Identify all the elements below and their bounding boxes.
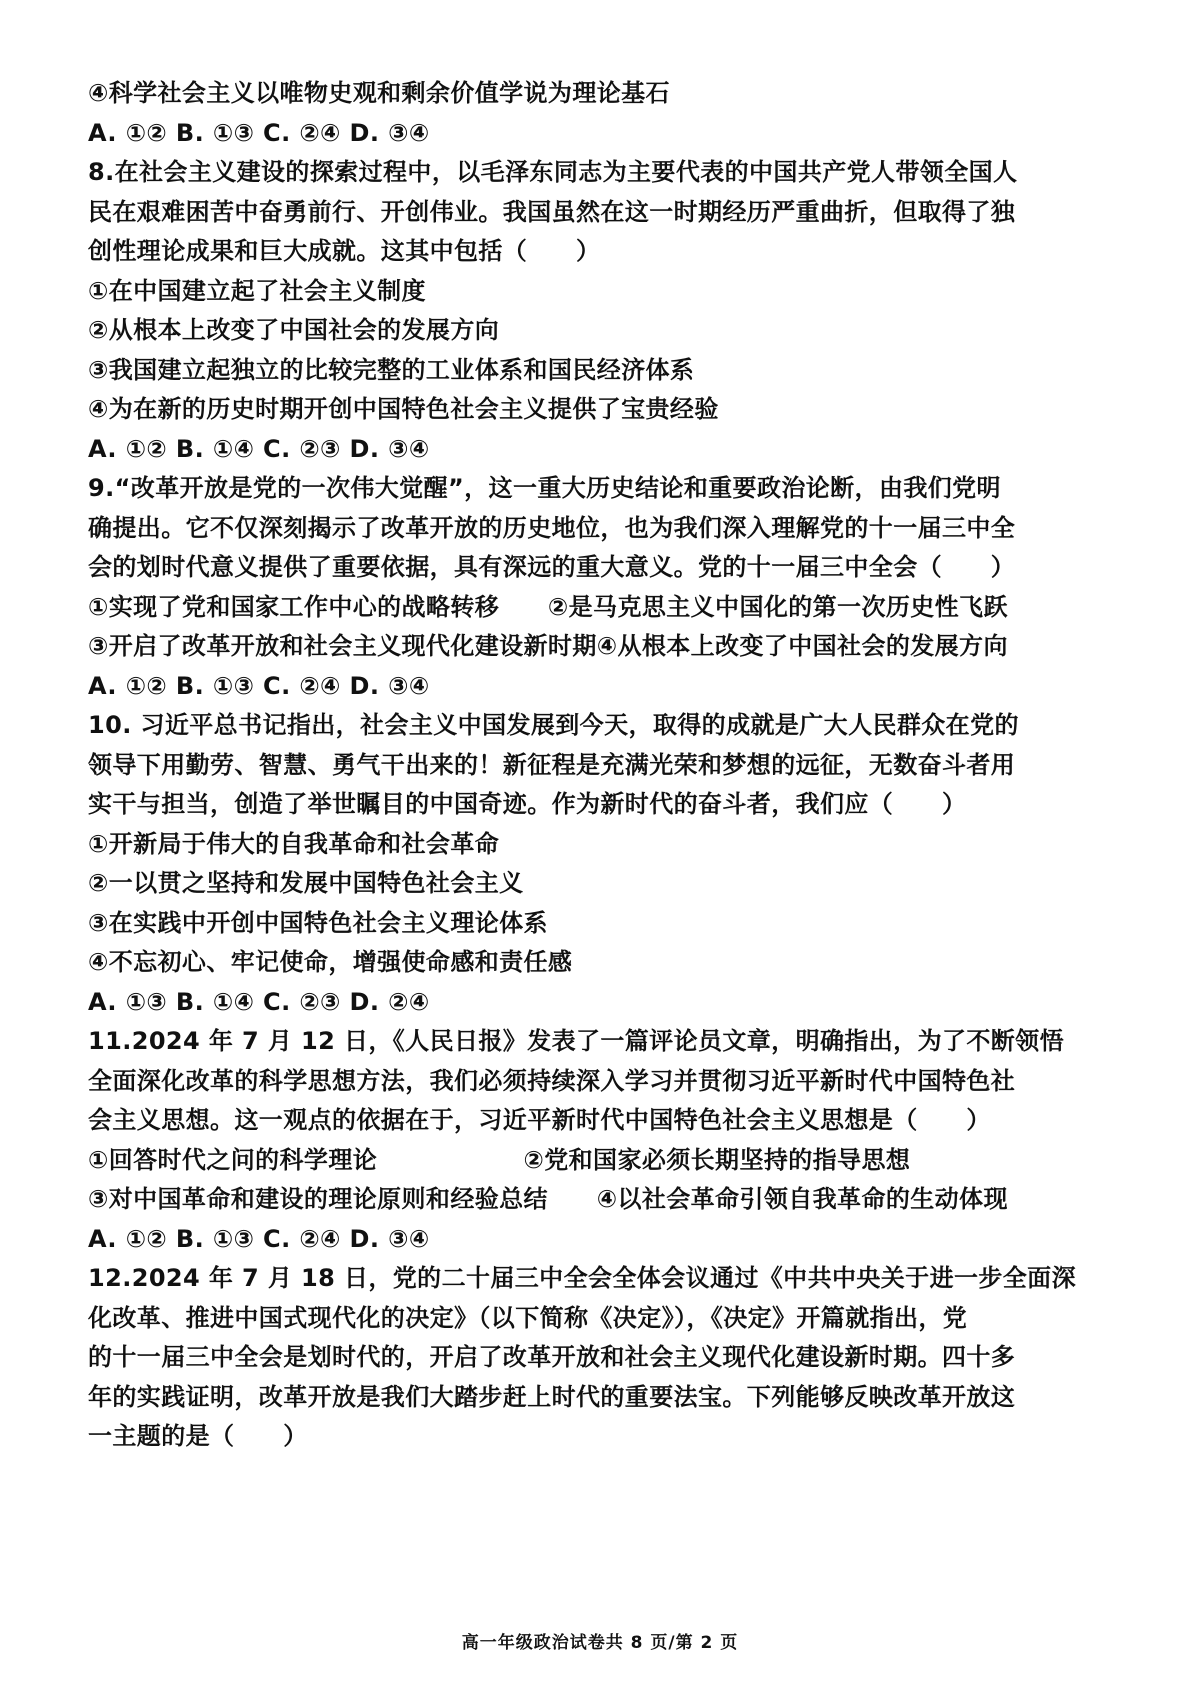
- text-line: ①开新局于伟大的自我革命和社会革命: [88, 829, 500, 858]
- text-line: 9.“改革开放是党的一次伟大觉醒”，这一重大历史结论和重要政治论断，由我们党明: [88, 474, 1001, 502]
- question-text-block: [88, 74, 1128, 1457]
- text-line: ②从根本上改变了中国社会的发展方向: [88, 316, 500, 344]
- text-line: A. ①② B. ①③ C. ②④ D. ③④: [88, 1224, 430, 1253]
- text-line: 年的实践证明，改革开放是我们大踏步赶上时代的重要法宝。下列能够反映改革开放这: [88, 1382, 1016, 1411]
- page-footer: 高一年级政治试卷共 8 页/第 2 页: [461, 1633, 739, 1653]
- text-line: 领导下用勤劳、智慧、勇气干出来的！新征程是充满光荣和梦想的远征，无数奋斗者用: [88, 750, 1016, 779]
- text-line: ②一以贯之坚持和发展中国特色社会主义: [88, 869, 524, 897]
- text-line: ①实现了党和国家工作中心的战略转移 ②是马克思主义中国化的第一次历史性飞跃: [88, 592, 1008, 621]
- text-line: 10. 习近平总书记指出，社会主义中国发展到今天，取得的成就是广大人民群众在党的: [88, 711, 1019, 739]
- text-line: 化改革、推进中国式现代化的决定》（以下简称《决定》），《决定》开篇就指出，党: [88, 1303, 968, 1332]
- text-line: 民在艰难困苦中奋勇前行、开创伟业。我国虽然在这一时期经历严重曲折，但取得了独: [88, 197, 1016, 226]
- text-line: 一主题的是（ ）: [88, 1422, 308, 1450]
- text-line: A. ①③ B. ①④ C. ②③ D. ②④: [88, 987, 430, 1016]
- text-line: ③对中国革命和建设的理论原则和经验总结 ④以社会革命引领自我革命的生动体现: [88, 1185, 1008, 1213]
- text-line: 8.在社会主义建设的探索过程中，以毛泽东同志为主要代表的中国共产党人带领全国人: [88, 158, 1018, 186]
- text-line: ④不忘初心、牢记使命，增强使命感和责任感: [88, 948, 573, 976]
- text-line: ④科学社会主义以唯物史观和剩余价值学说为理论基石: [88, 79, 670, 107]
- text-line: ④为在新的历史时期开创中国特色社会主义提供了宝贵经验: [88, 395, 719, 423]
- text-line: 确提出。它不仅深刻揭示了改革开放的历史地位，也为我们深入理解党的十一届三中全: [88, 513, 1016, 542]
- text-line: A. ①② B. ①③ C. ②④ D. ③④: [88, 671, 430, 700]
- text-line: ③我国建立起独立的比较完整的工业体系和国民经济体系: [88, 355, 695, 384]
- text-line: ①回答时代之问的科学理论 ②党和国家必须长期坚持的指导思想: [88, 1145, 911, 1174]
- text-line: ③在实践中开创中国特色社会主义理论体系: [88, 908, 548, 937]
- text-line: 的十一届三中全会是划时代的，开启了改革开放和社会主义现代化建设新时期。四十多: [88, 1343, 1016, 1371]
- text-line: 实干与担当，创造了举世瞩目的中国奇迹。作为新时代的奋斗者，我们应（ ）: [88, 790, 967, 818]
- text-line: A. ①② B. ①③ C. ②④ D. ③④: [88, 118, 430, 147]
- text-line: ①在中国建立起了社会主义制度: [88, 276, 426, 305]
- text-line: 创性理论成果和巨大成就。这其中包括（ ）: [88, 237, 601, 265]
- text-line: ③开启了改革开放和社会主义现代化建设新时期④从根本上改变了中国社会的发展方向: [88, 632, 1008, 660]
- text-line: 11.2024 年 7 月 12 日，《人民日报》发表了一篇评论员文章，明确指出，为了不断领悟: [88, 1027, 1064, 1055]
- text-line: 全面深化改革的科学思想方法，我们必须持续深入学习并贯彻习近平新时代中国特色社: [88, 1066, 1016, 1095]
- text-line: 12.2024 年 7 月 18 日，党的二十届三中全会全体会议通过《中共中央关于进一步全面深: [88, 1264, 1076, 1292]
- text-line: 会主义思想。这一观点的依据在于，习近平新时代中国特色社会主义思想是（ ）: [88, 1106, 991, 1134]
- text-line: A. ①② B. ①④ C. ②③ D. ③④: [88, 434, 430, 463]
- text-line: 会的划时代意义提供了重要依据，具有深远的重大意义。党的十一届三中全会（ ）: [88, 553, 1016, 581]
